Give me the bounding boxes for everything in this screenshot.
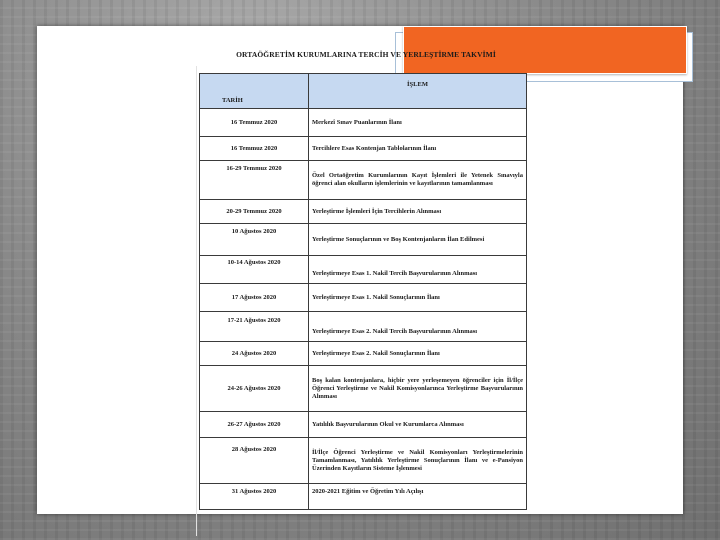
table-row <box>200 284 527 312</box>
table-row <box>200 109 527 137</box>
table-header-row <box>200 74 527 109</box>
date-cell: 10 Ağustos 2020 <box>200 224 309 256</box>
operation-cell: Yerleştirme Sonuçlarının ve Boş Kontenjanların İlan Edilmesi <box>309 224 527 256</box>
table-row <box>200 342 527 366</box>
operation-cell: Yatılılık Başvurularının Okul ve Kurumlarca Alınması <box>309 412 527 438</box>
date-cell: 31 Ağustos 2020 <box>200 484 309 510</box>
date-cell: 24-26 Ağustos 2020 <box>200 366 309 412</box>
table-row <box>200 256 527 284</box>
table-row <box>200 366 527 412</box>
operation-cell: Özel Ortaöğretim Kurumlarının Kayıt İşlemleri ile Yetenek Sınavıyla öğrenci alan okulların işlemlerinin ve kayıtlarının tamamlanması <box>309 161 527 200</box>
operation-cell: Yerleştirmeye Esas 2. Nakil Tercih Başvurularının Alınması <box>309 312 527 342</box>
date-cell: 10-14 Ağustos 2020 <box>200 256 309 284</box>
date-cell: 16-29 Temmuz 2020 <box>200 161 309 200</box>
date-cell: 17 Ağustos 2020 <box>200 284 309 312</box>
date-cell: 16 Temmuz 2020 <box>200 137 309 161</box>
table-row <box>200 484 527 510</box>
operation-cell: Merkezî Sınav Puanlarının İlanı <box>309 109 527 137</box>
table-row <box>200 438 527 484</box>
operation-cell: Yerleştirmeye Esas 1. Nakil Sonuçlarının İlanı <box>309 284 527 312</box>
schedule-table <box>199 73 527 510</box>
table-row <box>200 412 527 438</box>
operation-cell: Yerleştirmeye Esas 1. Nakil Tercih Başvurularının Alınması <box>309 256 527 284</box>
table-row <box>200 137 527 161</box>
date-cell: 28 Ağustos 2020 <box>200 438 309 484</box>
table-row <box>200 312 527 342</box>
date-cell: 24 Ağustos 2020 <box>200 342 309 366</box>
table-row <box>200 161 527 200</box>
date-cell: 20-29 Temmuz 2020 <box>200 200 309 224</box>
document-title: ORTAÖĞRETİM KURUMLARINA TERCİH VE YERLEŞTİRME TAKVİMİ <box>236 50 496 59</box>
slide-divider <box>196 66 197 536</box>
operation-column-header: İŞLEM <box>309 74 527 109</box>
date-cell: 16 Temmuz 2020 <box>200 109 309 137</box>
table-row <box>200 224 527 256</box>
operation-cell: Boş kalan kontenjanlara, hiçbir yere yerleşemeyen öğrenciler için İl/İlçe Öğrenci Yerleştirme ve Nakil Komisyonlarınca Yerleştirme Başvurularının Alınması <box>309 366 527 412</box>
date-cell: 26-27 Ağustos 2020 <box>200 412 309 438</box>
table-row <box>200 200 527 224</box>
operation-cell: 2020-2021 Eğitim ve Öğretim Yılı Açılışı <box>309 484 527 510</box>
operation-cell: Tercihlere Esas Kontenjan Tablolarının İlanı <box>309 137 527 161</box>
operation-cell: İl/İlçe Öğrenci Yerleştirme ve Nakil Komisyonları Yerleştirmelerinin Tamamlanması, Yatılılık Yerleştirme Sonuçlarının İlanı ve e-Pansiyon Üzerinden Kayıtların Sisteme İşlenmesi <box>309 438 527 484</box>
date-cell: 17-21 Ağustos 2020 <box>200 312 309 342</box>
operation-cell: Yerleştirmeye Esas 2. Nakil Sonuçlarının İlanı <box>309 342 527 366</box>
operation-cell: Yerleştirme İşlemleri İçin Tercihlerin Alınması <box>309 200 527 224</box>
date-column-header: TARİH <box>200 74 309 109</box>
